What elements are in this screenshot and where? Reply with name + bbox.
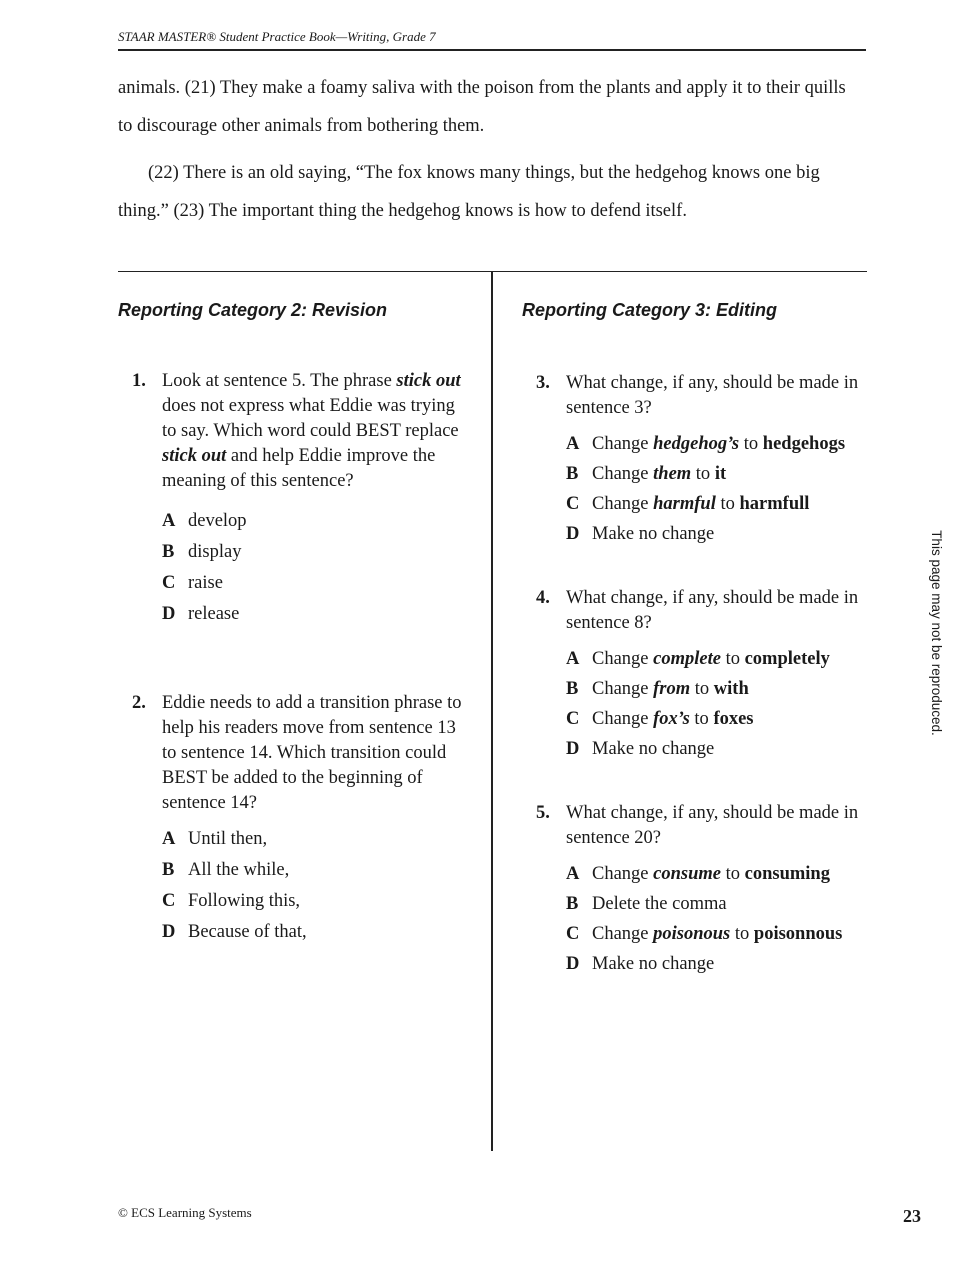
answer-option[interactable] xyxy=(162,537,462,568)
page-number: 23 xyxy=(903,1206,921,1226)
answer-options xyxy=(566,859,881,979)
option-text: Make no change xyxy=(592,739,715,759)
option-text: display xyxy=(188,542,242,562)
answer-option[interactable] xyxy=(566,429,876,459)
answer-option[interactable] xyxy=(162,506,462,537)
question-number: 4. xyxy=(536,588,550,608)
option-text: release xyxy=(188,604,240,624)
option-text: Delete the comma xyxy=(592,894,727,914)
question-3 xyxy=(536,371,876,549)
option-text: All the while, xyxy=(188,860,290,880)
question-number: 2. xyxy=(132,693,146,713)
answer-option[interactable] xyxy=(162,855,462,886)
option-text: develop xyxy=(188,511,247,531)
question-number: 3. xyxy=(536,373,550,393)
answer-options xyxy=(162,824,462,948)
prompt-phrase: stick out xyxy=(396,371,461,391)
answer-option[interactable] xyxy=(566,519,876,549)
option-letter: A xyxy=(566,864,580,884)
option-letter: C xyxy=(566,709,580,729)
option-text: Change from to with xyxy=(592,679,749,699)
option-letter: D xyxy=(566,954,580,974)
question-number: 5. xyxy=(536,803,550,823)
answer-option[interactable] xyxy=(566,859,881,889)
answer-option[interactable] xyxy=(162,917,462,948)
option-text: Make no change xyxy=(592,954,715,974)
answer-option[interactable] xyxy=(566,489,876,519)
option-text: Change complete to completely xyxy=(592,649,830,669)
option-letter: B xyxy=(566,894,579,914)
answer-options xyxy=(162,506,462,630)
option-letter: A xyxy=(162,511,176,531)
answer-option[interactable] xyxy=(566,919,881,949)
option-letter: B xyxy=(566,464,579,484)
question-prompt: What change, if any, should be made in sentence 8? xyxy=(566,588,859,633)
answer-option[interactable] xyxy=(566,704,876,734)
category-editing-heading: Reporting Category 3: Editing xyxy=(522,300,778,320)
question-5 xyxy=(536,801,881,979)
option-text: Until then, xyxy=(188,829,268,849)
prompt-phrase: stick out xyxy=(162,446,227,466)
prompt-text: does not express what Eddie was trying to say. Which word could BEST replace xyxy=(162,396,459,441)
option-letter: C xyxy=(162,891,176,911)
option-letter: C xyxy=(162,573,176,593)
answer-option[interactable] xyxy=(566,459,876,489)
answer-option[interactable] xyxy=(162,886,462,917)
option-text: Following this, xyxy=(188,891,301,911)
question-prompt: Eddie needs to add a transition phrase to help his readers move from sentence 13 to sentence 14. Which transition could BEST be added to the beginning of sentence 14? xyxy=(162,693,462,813)
answer-option[interactable] xyxy=(566,734,876,764)
option-letter: D xyxy=(162,922,176,942)
option-letter: B xyxy=(162,860,175,880)
answer-option[interactable] xyxy=(566,889,881,919)
option-text: Change harmful to harmfull xyxy=(592,494,810,514)
option-letter: A xyxy=(162,829,176,849)
passage-paragraph-2: (22) There is an old saying, “The fox knows many things, but the hedgehog knows one big thing.” (23) The important thing the hedgehog knows is how to defend itself. xyxy=(118,163,820,221)
passage-paragraph-1: animals. (21) They make a foamy saliva with the poison from the plants and apply it to their quills to discourage other animals from bothering them. xyxy=(118,78,846,136)
option-letter: D xyxy=(566,524,580,544)
answer-options xyxy=(566,644,876,764)
answer-option[interactable] xyxy=(162,599,462,630)
answer-option[interactable] xyxy=(566,674,876,704)
option-text: Change consume to consuming xyxy=(592,864,830,884)
option-letter: C xyxy=(566,494,580,514)
answer-option[interactable] xyxy=(162,568,462,599)
prompt-text: Look at sentence 5. The phrase xyxy=(162,371,397,391)
option-text: Change hedgehog’s to hedgehogs xyxy=(592,434,846,454)
answer-option[interactable] xyxy=(566,949,881,979)
option-text: Change fox’s to foxes xyxy=(592,709,754,729)
option-letter: B xyxy=(162,542,175,562)
option-letter: A xyxy=(566,649,580,669)
footer-copyright: © ECS Learning Systems xyxy=(118,1205,252,1220)
column-divider xyxy=(491,271,493,1151)
header-rule xyxy=(118,49,866,51)
option-text: raise xyxy=(188,573,223,593)
category-revision-heading: Reporting Category 2: Revision xyxy=(118,300,388,320)
question-2 xyxy=(132,691,462,948)
question-1 xyxy=(132,369,462,630)
answer-options xyxy=(566,429,876,549)
question-prompt: What change, if any, should be made in sentence 20? xyxy=(566,803,859,848)
question-prompt xyxy=(162,369,462,494)
option-letter: D xyxy=(566,739,580,759)
answer-option[interactable] xyxy=(162,824,462,855)
option-letter: C xyxy=(566,924,580,944)
answer-option[interactable] xyxy=(566,644,876,674)
question-prompt: What change, if any, should be made in sentence 3? xyxy=(566,373,859,418)
running-header: STAAR MASTER® Student Practice Book—Writing, Grade 7 xyxy=(118,29,436,44)
option-text: Because of that, xyxy=(188,922,307,942)
reproduction-notice: This page may not be reproduced. xyxy=(929,530,944,736)
question-4 xyxy=(536,586,876,764)
question-number: 1. xyxy=(132,371,146,391)
option-letter: A xyxy=(566,434,580,454)
option-letter: B xyxy=(566,679,579,699)
prompt-text: and help Eddie improve the meaning of this sentence? xyxy=(162,446,436,491)
option-text: Make no change xyxy=(592,524,715,544)
option-letter: D xyxy=(162,604,176,624)
option-text: Change them to it xyxy=(592,464,727,484)
option-text: Change poisonous to poisonnous xyxy=(592,924,843,944)
